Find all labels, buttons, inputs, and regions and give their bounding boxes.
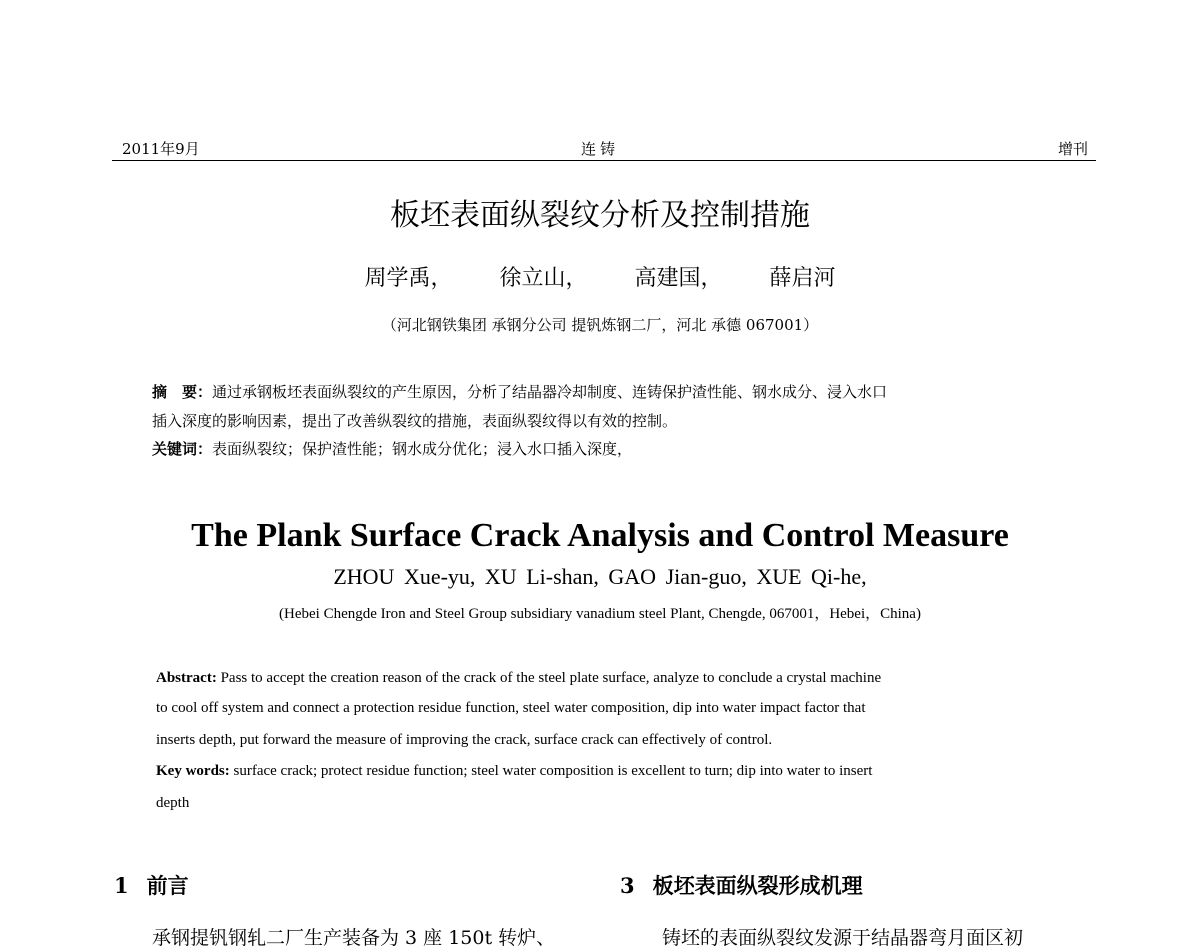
running-header-journal: 连铸 <box>580 140 619 158</box>
en-keywords-line <box>156 760 1056 782</box>
running-header-date: 2011年9月 <box>122 140 200 158</box>
running-header-issue: 增刊 <box>1057 140 1088 158</box>
cn-paper-title: 板坯表面纵裂纹分析及控制措施 <box>390 198 810 233</box>
cn-abstract-line <box>152 381 1052 403</box>
cn-keywords-label: 关键词： <box>152 440 213 458</box>
body-text-right-column: 铸坯的表面纵裂纹发源于结晶器弯月面区初 <box>662 927 1024 949</box>
cn-affiliation: （河北钢铁集团 承钢分公司 提钒炼钢二厂，河北 承德 067001） <box>381 316 819 334</box>
header-rule <box>112 160 1096 161</box>
section-title: 板坯表面纵裂形成机理 <box>652 873 863 898</box>
en-keywords-text: surface crack; protect residue function; steel water composition is excellent to turn; dip into water to insert <box>229 763 873 779</box>
section-number: 3 <box>620 873 635 898</box>
section-heading-intro <box>114 872 189 900</box>
en-abstract-line <box>156 667 1056 689</box>
cn-abstract-label: 摘 要： <box>152 383 213 401</box>
en-affiliation: (Hebei Chengde Iron and Steel Group subsidiary vanadium steel Plant, Chengde, 067001，Hebei，China) <box>279 606 921 622</box>
cn-author: 周学禹， <box>364 266 453 291</box>
cn-abstract-text: 通过承钢板坯表面纵裂纹的产生原因，分析了结晶器冷却制度、连铸保护渣性能、钢水成分、浸入水口 <box>212 383 888 401</box>
section-heading-mechanism <box>620 872 863 900</box>
cn-abstract-line: 插入深度的影响因素，提出了改善纵裂纹的措施，表面纵裂纹得以有效的控制。 <box>152 412 678 430</box>
cn-keywords-text: 表面纵裂纹；保护渣性能；钢水成分优化；浸入水口插入深度， <box>212 440 633 458</box>
en-abstract-line: to cool off system and connect a protection residue function, steel water composition, dip into water impact factor that <box>156 700 866 716</box>
section-title: 前言 <box>146 873 189 898</box>
en-abstract-label: Abstract: <box>156 670 217 686</box>
cn-author: 高建国， <box>634 266 723 291</box>
en-paper-title: The Plank Surface Crack Analysis and Control Measure <box>191 517 1009 554</box>
en-author-list: ZHOU Xue-yu, XU Li-shan, GAO Jian-guo, XUE Qi-he, <box>333 564 867 589</box>
en-abstract-line: inserts depth, put forward the measure of improving the crack, surface crack can effectively of control. <box>156 732 773 748</box>
en-abstract-text: Pass to accept the creation reason of the crack of the steel plate surface, analyze to conclude a crystal machine <box>216 670 882 686</box>
cn-author: 徐立山， <box>499 266 588 291</box>
cn-author-list <box>0 264 1200 294</box>
section-number: 1 <box>114 873 129 898</box>
cn-author: 薛启河 <box>769 266 836 291</box>
cn-keywords-line <box>152 438 1052 460</box>
body-text-left-column: 承钢提钒钢轧二厂生产装备为 3 座 150t 转炉、 <box>152 927 556 949</box>
en-keywords-label: Key words: <box>156 763 230 779</box>
en-keywords-line: depth <box>156 795 190 811</box>
